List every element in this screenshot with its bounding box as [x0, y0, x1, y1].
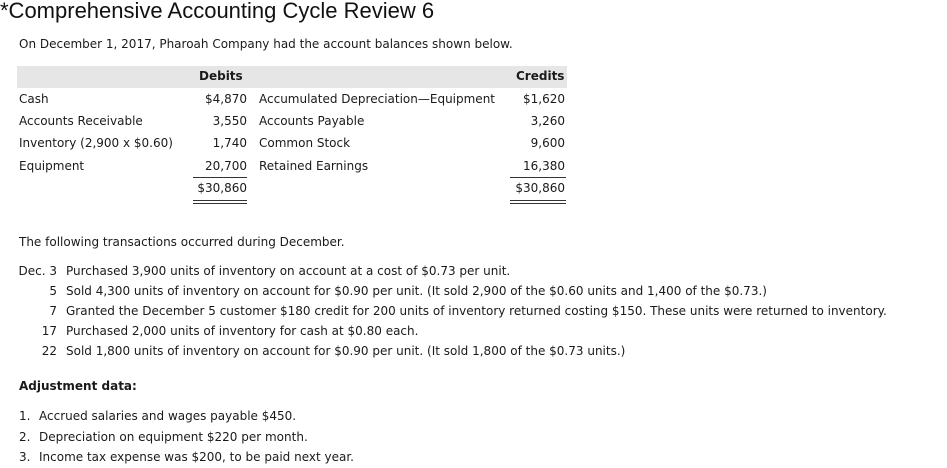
page-title: *Comprehensive Accounting Cycle Review 6 [0, 0, 435, 23]
transaction-text: Granted the December 5 customer $180 credit for 200 units of inventory returned costing $150. These units were returned to inventory. [66, 304, 887, 318]
credit-amount: 9,600 [530, 136, 565, 150]
debit-amount: 20,700 [205, 159, 247, 173]
adjustment-heading: Adjustment data: [19, 379, 137, 393]
transaction-date: Dec. 3 [18, 264, 57, 278]
credit-amount: $1,620 [523, 92, 565, 106]
transaction-text: Purchased 2,000 units of inventory for cash at $0.80 each. [66, 324, 419, 338]
credit-account: Accumulated Depreciation—Equipment [259, 92, 496, 106]
credit-amount: 16,380 [523, 159, 565, 173]
credits-header: Credits [516, 69, 565, 83]
debit-account: Cash [19, 92, 49, 106]
transaction-date: 22 [41, 344, 57, 358]
debit-account: Inventory (2,900 x $0.60) [19, 136, 173, 150]
transactions-intro: The following transactions occurred during December. [19, 235, 345, 249]
transaction-date: 17 [41, 324, 57, 338]
credit-subtotal-rule [510, 177, 566, 178]
credit-amount: 3,260 [530, 114, 565, 128]
credit-total: $30,860 [515, 181, 565, 195]
credit-account: Accounts Payable [259, 114, 365, 128]
table-header-bar [17, 66, 567, 88]
adjustment-number: 2. [19, 430, 31, 444]
transaction-text: Sold 4,300 units of inventory on account for $0.90 per unit. (It sold 2,900 of the $0.60 units and 1,400 of the $0.73.) [66, 284, 767, 298]
intro-text: On December 1, 2017, Pharoah Company had the account balances shown below. [19, 37, 513, 51]
transaction-date: 5 [49, 284, 57, 298]
debits-header: Debits [199, 69, 243, 83]
debit-account: Accounts Receivable [19, 114, 143, 128]
adjustment-text: Depreciation on equipment $220 per month. [39, 430, 308, 444]
transaction-text: Purchased 3,900 units of inventory on account at a cost of $0.73 per unit. [66, 264, 511, 278]
transaction-date: 7 [49, 304, 57, 318]
debit-account: Equipment [19, 159, 85, 173]
credit-total-double-rule [510, 200, 566, 204]
adjustment-number: 1. [19, 409, 31, 423]
debit-subtotal-rule [193, 177, 247, 178]
transaction-text: Sold 1,800 units of inventory on account for $0.90 per unit. (It sold 1,800 of the $0.73 units.) [66, 344, 626, 358]
credit-account: Retained Earnings [259, 159, 369, 173]
debit-amount: 1,740 [212, 136, 247, 150]
adjustment-number: 3. [19, 450, 31, 464]
adjustment-text: Accrued salaries and wages payable $450. [39, 409, 297, 423]
debit-amount: 3,550 [212, 114, 247, 128]
debit-total: $30,860 [197, 181, 247, 195]
adjustment-text: Income tax expense was $200, to be paid next year. [39, 450, 354, 464]
debit-total-double-rule [193, 200, 247, 204]
credit-account: Common Stock [259, 136, 351, 150]
debit-amount: $4,870 [205, 92, 247, 106]
